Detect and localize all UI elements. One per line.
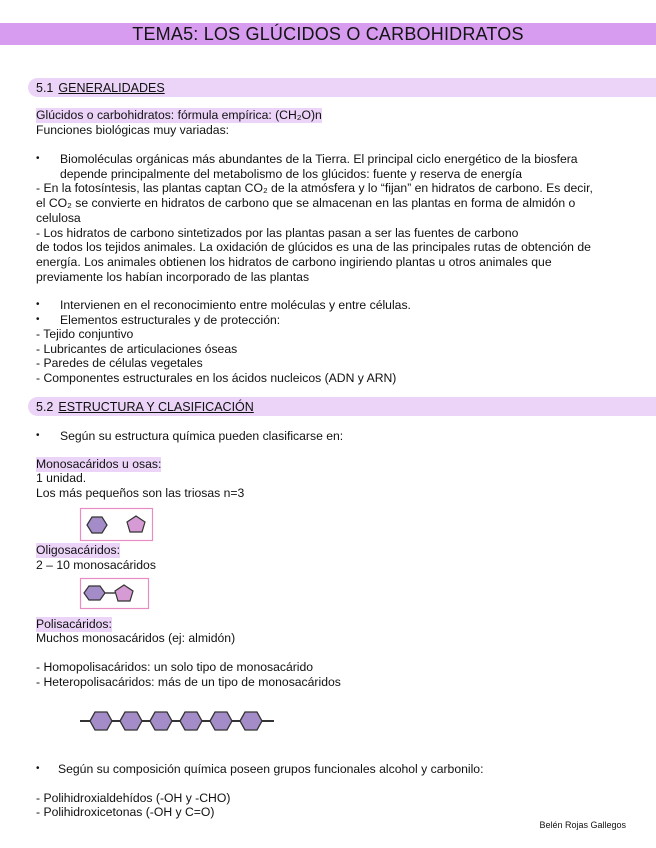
animals-line2: de todos los tejidos animales. La oxidación de glúcidos es una de las principales rutas de obtención de (36, 240, 591, 254)
hexagon-sugar (120, 712, 142, 730)
page-title: TEMA5: LOS GLÚCIDOS O CARBOHIDRATOS (0, 23, 656, 45)
author-signature: Belén Rojas Gallegos (539, 820, 626, 830)
hexagon-sugar (240, 712, 262, 730)
poly-line1: Muchos monosacáridos (ej: almidón) (36, 631, 236, 645)
animals-line1: - Los hidratos de carbono sintetizados por las plantas pasan a ser las fuentes de carbono (36, 226, 519, 240)
structural-item: - Paredes de células vegetales (36, 356, 203, 370)
mono-line1: 1 unidad. (36, 471, 87, 485)
oligo-line1: 2 – 10 monosacáridos (36, 558, 156, 572)
photo-line3: celulosa (36, 211, 81, 225)
formula-label: Glúcidos o carbohidratos: fórmula empírica: (CH₂O)n (36, 108, 322, 122)
pentagon-sugar (115, 585, 133, 601)
bullet2-text: Intervienen en el reconocimiento entre moléculas y entre células. (60, 298, 411, 312)
oligosaccharide-diagram (80, 578, 150, 610)
bullet3-text: Elementos estructurales y de protección: (60, 313, 281, 327)
section-label: ESTRUCTURA Y CLASIFICACIÓN (58, 399, 254, 414)
bullet-dot: • (36, 153, 40, 164)
hexagon-sugar (150, 712, 172, 730)
section-number: 5.1 (36, 80, 54, 95)
monosaccharide-diagram (80, 508, 154, 542)
functional-group-item: - Polihidroxicetonas (-OH y C=O) (36, 805, 215, 819)
pentagon-sugar (127, 516, 145, 532)
bullet-dot: • (36, 314, 40, 325)
mono-line2: Los más pequeños son las triosas n=3 (36, 486, 245, 500)
oligo-title: Oligosacáridos: (36, 543, 120, 557)
mono-title: Monosacáridos u osas: (36, 457, 162, 471)
heteropolysaccharide-text: - Heteropolisacáridos: más de un tipo de monosacáridos (36, 675, 341, 689)
hexagon-sugar (210, 712, 232, 730)
homopolysaccharide-text: - Homopolisacáridos: un solo tipo de monosacárido (36, 660, 314, 674)
hexagon-sugar (180, 712, 202, 730)
structural-item: - Lubricantes de articulaciones óseas (36, 342, 238, 356)
section-header-estructura (28, 397, 656, 416)
animals-line3: energía. Los animales obtienen los hidratos de carbono ingiriendo plantas u otros animales que (36, 255, 552, 269)
polysaccharide-chain-diagram (80, 706, 276, 736)
section-number: 5.2 (36, 399, 54, 414)
functions-label: Funciones biológicas muy variadas: (36, 123, 230, 137)
animals-line4: previamente los habían incorporado de las plantas (36, 270, 310, 284)
bullet-dot: • (36, 299, 40, 310)
functional-group-item: - Polihidroxialdehídos (-OH y -CHO) (36, 791, 231, 805)
photo-line1: - En la fotosíntesis, las plantas captan CO₂ de la atmósfera y lo “fijan” en hidratos de carbono. Es decir, (36, 181, 593, 195)
bullet-dot: • (36, 430, 40, 441)
poly-title: Polisacáridos: (36, 617, 112, 631)
classification-bullet: Según su estructura química pueden clasificarse en: (60, 429, 344, 443)
composition-bullet: Según su composición química poseen grupos funcionales alcohol y carbonilo: (58, 762, 484, 776)
bullet1-line1: Biomoléculas orgánicas más abundantes de la Tierra. El principal ciclo energético de la biosfera (60, 152, 578, 166)
hexagon-sugar (90, 712, 112, 730)
section-label: GENERALIDADES (58, 80, 165, 95)
structural-item: - Tejido conjuntivo (36, 327, 134, 341)
hexagon-sugar (87, 517, 107, 533)
section-header-generalidades (28, 78, 656, 97)
bullet1-line2: depende principalmente del metabolismo de los glúcidos: fuente y reserva de energía (60, 167, 523, 181)
hexagon-sugar (84, 586, 105, 600)
bullet-dot: • (36, 763, 40, 774)
structural-item: - Componentes estructurales en los ácidos nucleicos (ADN y ARN) (36, 371, 397, 385)
photo-line2: el CO₂ se convierte en hidratos de carbono que se almacenan en las plantas en forma de almidón o (36, 196, 576, 210)
